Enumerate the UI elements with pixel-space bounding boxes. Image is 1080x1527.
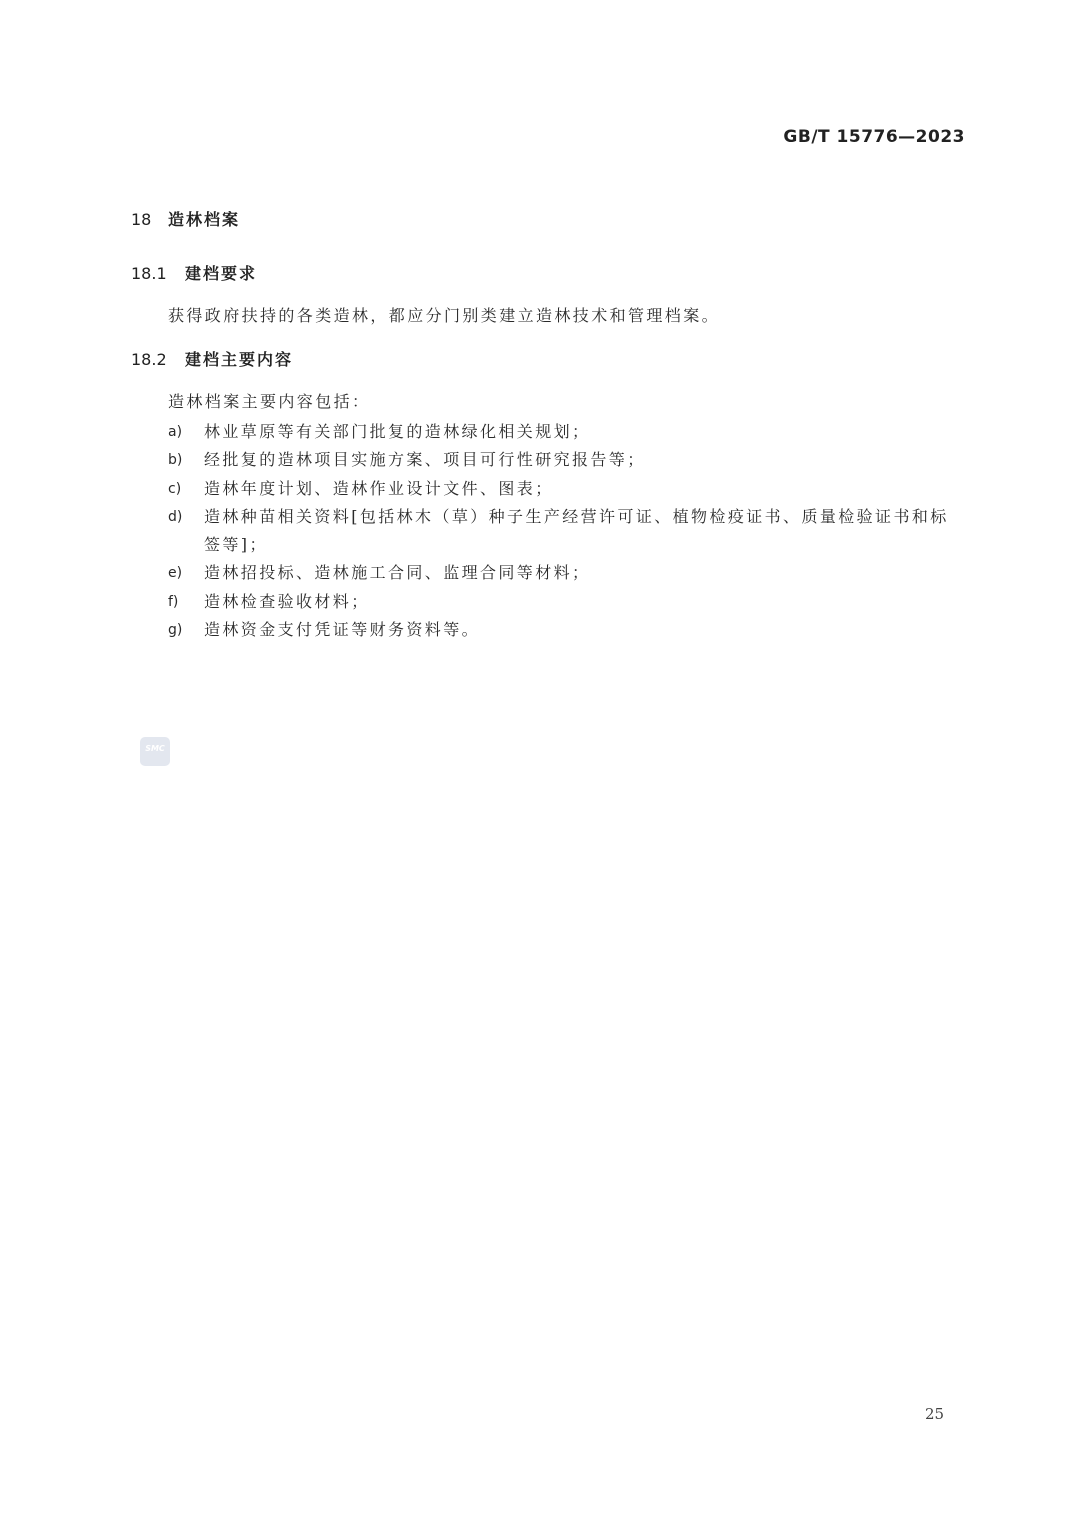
list-item-text: 造林检查验收材料； — [204, 591, 370, 611]
list-item — [168, 588, 968, 616]
watermark-text: SMC — [145, 744, 165, 753]
list-item-text: 造林种苗相关资料[包括林木（草）种子生产经营许可证、植物检疫证书、质量检验证书和标 — [204, 506, 949, 526]
list-item-text: 经批复的造林项目实施方案、项目可行性研究报告等； — [204, 450, 646, 470]
list-item-text: 造林年度计划、造林作业设计文件、图表； — [204, 478, 554, 498]
list-marker: f) — [168, 593, 179, 610]
list-item-text: 造林资金支付凭证等财务资料等。 — [204, 620, 481, 640]
list-item — [168, 559, 968, 587]
section-title: 建档主要内容 — [185, 350, 294, 369]
list-item-text: 林业草原等有关部门批复的造林绿化相关规划； — [204, 422, 591, 441]
list-marker: d) — [168, 508, 183, 525]
section-title: 造林档案 — [168, 210, 241, 229]
list-marker: c) — [168, 480, 182, 497]
list-marker: e) — [168, 565, 183, 582]
section-18-2-heading — [131, 347, 293, 370]
archive-content-list — [168, 418, 968, 644]
list-item-continuation: 签等]； — [204, 535, 268, 555]
list-item — [168, 475, 968, 503]
section-18-1-body: 获得政府扶持的各类造林，都应分门别类建立造林技术和管理档案。 — [168, 306, 721, 325]
section-18-heading — [131, 207, 240, 230]
list-item — [168, 446, 968, 474]
section-title: 建档要求 — [185, 264, 258, 283]
smc-watermark-logo — [140, 737, 170, 766]
section-18-1-heading — [131, 261, 257, 284]
section-18-2-intro: 造林档案主要内容包括： — [168, 392, 371, 411]
section-number: 18.2 — [131, 350, 167, 369]
page-number: 25 — [925, 1405, 945, 1423]
list-item — [168, 616, 968, 644]
standard-code: GB/T 15776—2023 — [783, 127, 965, 147]
list-marker: a) — [168, 424, 183, 440]
list-marker: b) — [168, 452, 183, 469]
section-number: 18.1 — [131, 264, 167, 283]
list-item — [168, 503, 968, 560]
list-item-text: 造林招投标、造林施工合同、监理合同等材料； — [204, 563, 591, 583]
section-number: 18 — [131, 210, 152, 229]
list-item — [168, 418, 968, 446]
list-marker: g) — [168, 622, 183, 639]
